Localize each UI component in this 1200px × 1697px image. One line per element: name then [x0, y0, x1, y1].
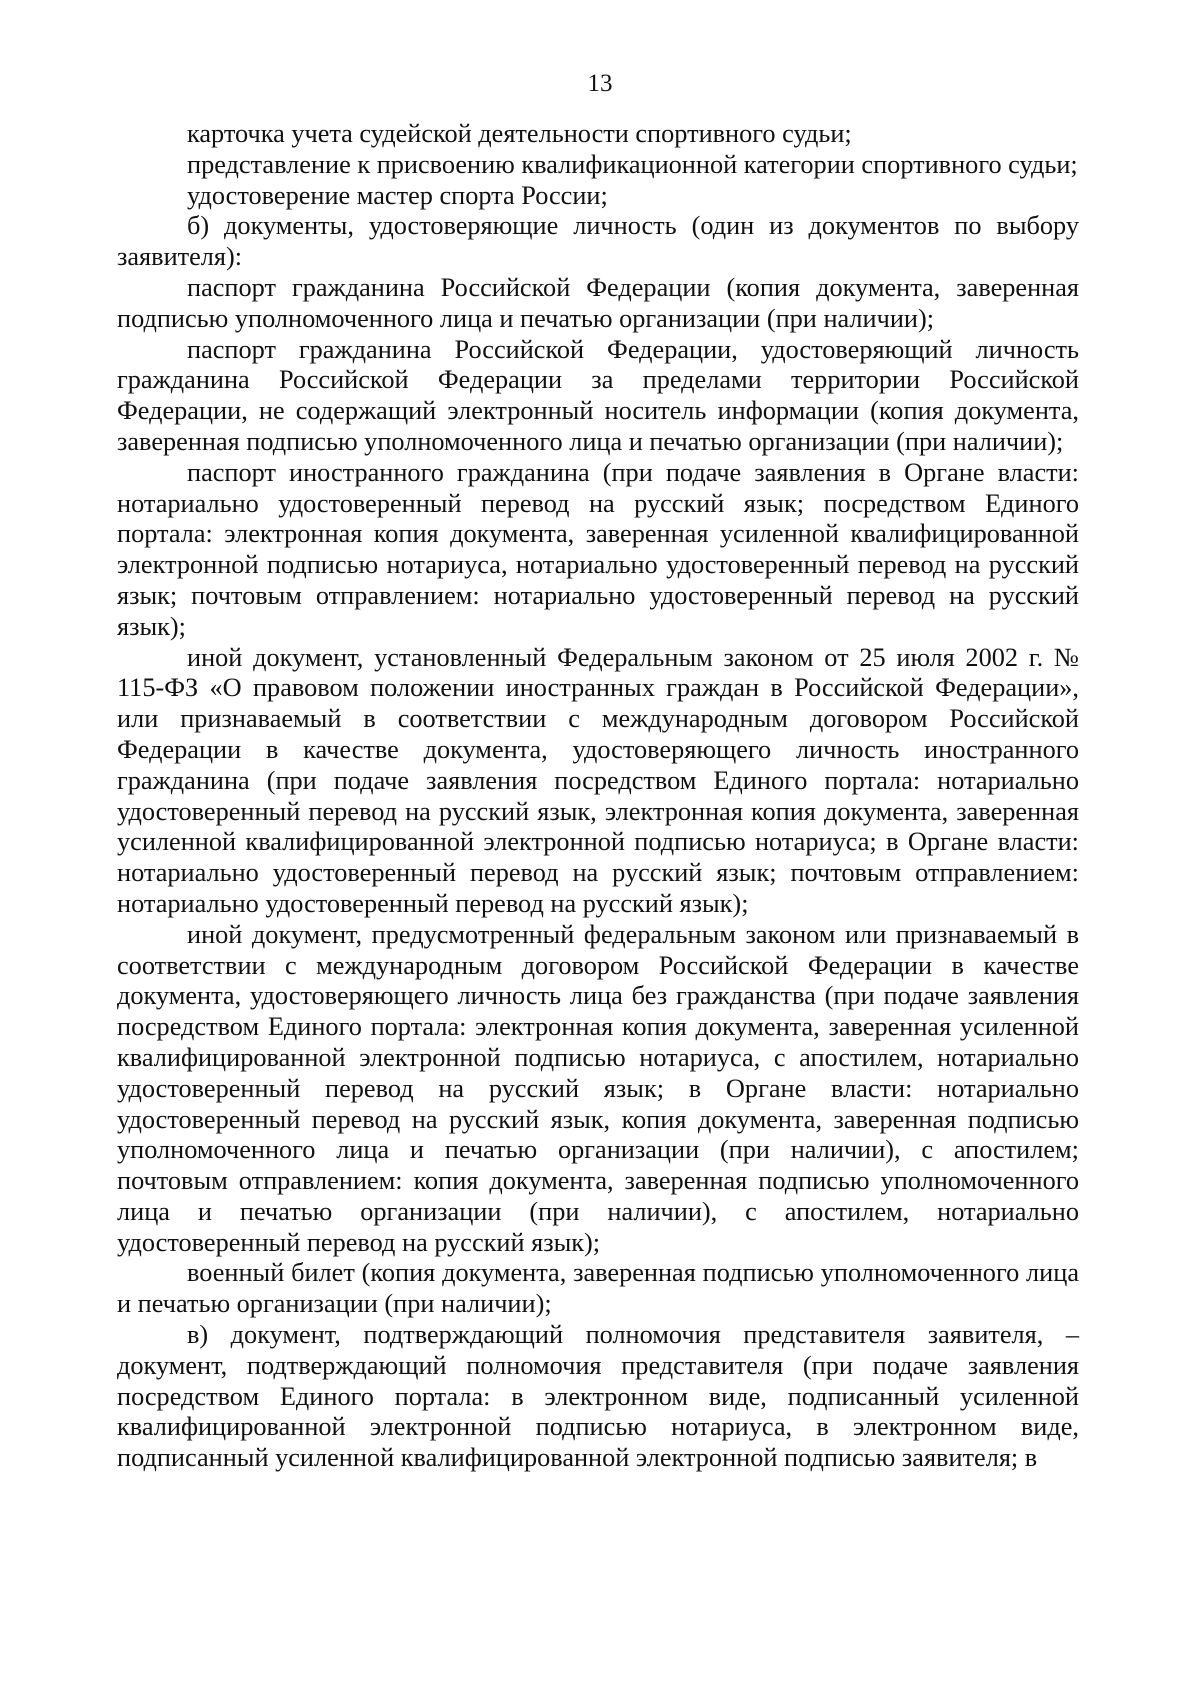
paragraph: военный билет (копия документа, заверенная подписью уполномоченного лица и печатью организации (при наличии); [117, 1258, 1079, 1319]
document-body [117, 119, 1079, 1474]
paragraph: удостоверение мастер спорта России; [187, 180, 608, 210]
paragraph: карточка учета судейской деятельности спортивного судьи; [187, 119, 852, 148]
paragraph: в) документ, подтверждающий полномочия представителя заявителя, – документ, подтверждающий полномочия представителя (при подаче заявления посредством Единого портала: в электронном виде, подписанный усиленной квалифицированной электронной подписью нотариуса, в электронном виде, подписанный усиленной квалифицированной электронной подписью заявителя; в [117, 1320, 1079, 1473]
paragraph: иной документ, предусмотренный федеральным законом или признаваемый в соответствии с международным договором Российской Федерации в качестве документа, удостоверяющего личность лица без гражданства (при подаче заявления посредством Единого портала: электронная копия документа, заверенная усиленной квалифицированной электронной подписью нотариуса, с апостилем, нотариально удостоверенный перевод на русский язык; в Органе власти: нотариально удостоверенный перевод на русский язык, копия документа, заверенная подписью уполномоченного лица и печатью организации (при наличии), с апостилем; почтовым отправлением: копия документа, заверенная подписью уполномоченного лица и печатью организации (при наличии), с апостилем, нотариально удостоверенный перевод на русский язык); [117, 919, 1079, 1257]
paragraph: иной документ, установленный Федеральным законом от 25 июля 2002 г. № 115-ФЗ «О правовом положении иностранных граждан в Российской Федерации», или признаваемый в соответствии с международным договором Российской Федерации в качестве документа, удостоверяющего личность иностранного гражданина (при подаче заявления посредством Единого портала: нотариально удостоверенный перевод на русский язык, электронная копия документа, заверенная усиленной квалифицированной электронной подписью нотариуса; в Органе власти: нотариально удостоверенный перевод на русский язык; почтовым отправлением: нотариально удостоверенный перевод на русский язык); [117, 642, 1079, 918]
paragraph: представление к присвоению квалификационной категории спортивного судьи; [187, 149, 1078, 179]
paragraph: паспорт гражданина Российской Федерации, удостоверяющий личность гражданина Российской Федерации за пределами территории Российской Федерации, не содержащий электронный носитель информации (копия документа, заверенная подписью уполномоченного лица и печатью организации (при наличии); [117, 334, 1079, 456]
paragraph: паспорт иностранного гражданина (при подаче заявления в Органе власти: нотариально удостоверенный перевод на русский язык; посредством Единого портала: электронная копия документа, заверенная усиленной квалифицированной электронной подписью нотариуса, нотариально удостоверенный перевод на русский язык; почтовым отправлением: нотариально удостоверенный перевод на русский язык); [117, 457, 1079, 641]
page-number: 13 [587, 70, 613, 97]
paragraph: б) документы, удостоверяющие личность (один из документов по выбору заявителя): [117, 211, 1079, 272]
paragraph: паспорт гражданина Российской Федерации (копия документа, заверенная подписью уполномоченного лица и печатью организации (при наличии); [117, 272, 1079, 333]
